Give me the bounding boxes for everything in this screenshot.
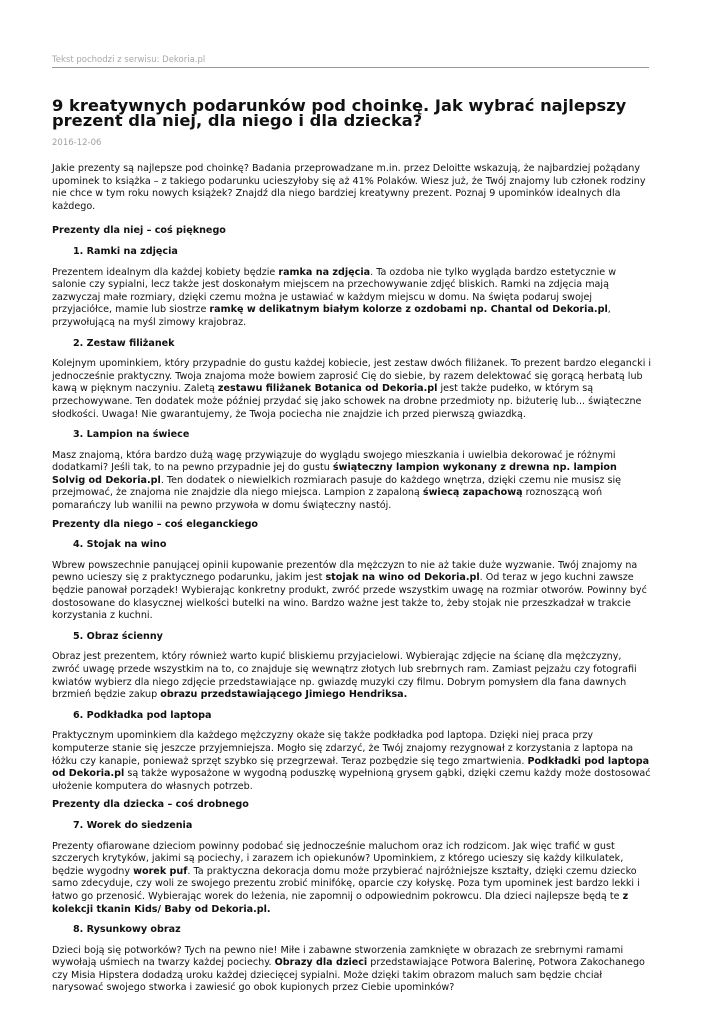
item-heading: 8. Rysunkowy obraz — [73, 924, 181, 936]
product-link[interactable]: z kolekcji tkanin Kids/ Baby od Dekoria.pl. — [52, 890, 629, 915]
product-link[interactable]: stojak na wino od Dekoria.pl — [325, 572, 480, 584]
header-divider — [52, 67, 649, 68]
article-body — [52, 163, 652, 995]
product-link[interactable]: zestawu filiżanek Botanica od Dekoria.pl — [217, 383, 438, 395]
product-link[interactable]: świąteczny lampion wykonany z drewna np. lampion Solvig od Dekoria.pl — [52, 462, 617, 486]
item-paragraph: Praktycznym upominkiem dla każdego mężczyzny okaże się także podkładka pod laptopa. Dzięki niej praca przy komputerze stanie się jeszcze przyjemniejsza. Mogło się zdarzyć, że Twój znajomy rezygnował z korzystania z laptopa na łóżku czy kanapie, ponieważ sprzęt szybko się przegrzewał. Teraz pozbędzie się tego zmartwienia. Podkładki pod laptopa od Dekoria.pl są także wyposażone w wygodną poduszkę wypełnioną grysem gąbki, dzięki czemu każdy może dostosować ułożenie komputera do własnych potrzeb. — [52, 730, 651, 792]
source-note: Tekst pochodzi z serwisu: Dekoria.pl — [52, 55, 206, 65]
item-paragraph: Prezentem idealnym dla każdej kobiety będzie ramka na zdjęcia. Ta ozdoba nie tylko wygląda bardzo estetycznie w salonie czy sypialni, lecz także jest doskonałym miejscem na przechowywanie zdjęć bliskich. Ramki na zdjęcia mają zazwyczaj małe rozmiary, dzięki czemu można je ustawiać w każdym miejscu w domu. Na święta podaruj swojej przyjaciółce, mamie lub siostrze ramkę w delikatnym białym kolorze z ozdobami np. Chantal od Dekoria.pl, przywołującą na myśl zimowy krajobraz. — [52, 266, 617, 328]
item-paragraph: Obraz jest prezentem, który również warto kupić bliskiemu przyjacielowi. Wybierając zdjęcie na ścianę dla mężczyzny, zwróć uwagę przede wszystkim na to, co znajduje się wewnątrz złotych lub srebrnych ram. Zamiast pejzażu czy fotografii kwiatów wybierz dla niego zdjęcie przedstawiające np. gwiazdę muzyki czy filmu. Dobrym pomysłem dla fana dawnych brzmień będzie zakup obrazu przedstawiającego Jimiego Hendriksa. — [52, 651, 637, 701]
product-link[interactable]: ramkę w delikatnym białym kolorze z ozdobami np. Chantal od Dekoria.pl — [209, 304, 608, 316]
product-link[interactable]: świecą zapachową — [422, 487, 523, 499]
product-link[interactable]: ramka na zdjęcia — [278, 266, 371, 278]
product-link[interactable]: worek puf — [133, 865, 188, 877]
item-paragraph: Wbrew powszechnie panującej opinii kupowanie prezentów dla mężczyzn to nie aż takie duże wyzwanie. Twój znajomy na pewno ucieszy się z praktycznego podarunku, jakim jest stojak na wino od Dekoria.pl. Od teraz w jego kuchni zawsze będzie panował porządek! Wybierając konkretny produkt, zwróć przede wszystkim uwagę na rozmiar otworów. Powinny być dostosowane do klasycznej wielkości butelki na wino. Bardzo ważne jest także to, żeby stojak nie przeszkadzał w trakcie korzystania z kuchni. — [52, 559, 647, 622]
item-heading: 4. Stojak na wino — [73, 539, 167, 551]
item-paragraph: Kolejnym upominkiem, który przypadnie do gustu każdej kobiecie, jest zestaw dwóch filiżanek. To prezent bardzo elegancki i jednocześnie praktyczny. Twoja znajoma może bowiem zaprosić Cię do siebie, by razem delektować się gorącą herbatą lub kawą w pięknym naczyniu. Zaletą zestawu filiżanek Botanica od Dekoria.pl jest także pudełko, w którym są przechowywane. Ten dodatek może później przydać się jako schowek na drobne przedmioty np. biżuterię lub... świąteczne słodkości. Uwaga! Nie gwarantujemy, że Twoja pociecha nie znajdzie ich przed pierwszą gwiazdką. — [52, 358, 652, 420]
item-heading: 7. Worek do siedzenia — [73, 819, 193, 831]
intro-paragraph: Jakie prezenty są najlepsze pod choinkę? Badania przeprowadzane m.in. przez Deloitte wskazują, że najbardziej pożądany upominek to książka – z takiego podarunku ucieszyłoby się aż 41% Polaków. Wiesz już, że Twój znajomy lub członek rodziny nie chce w tym roku nowych książek? Znajdź dla niego bardziej kreatywny prezent. Poznaj 9 upominków idealnych dla każdego. — [52, 163, 646, 212]
item-heading: 2. Zestaw filiżanek — [73, 337, 175, 349]
product-link[interactable]: Podkładki pod laptopa od Dekoria.pl — [52, 755, 650, 780]
section-heading-her: Prezenty dla niej – coś pięknego — [52, 225, 226, 237]
item-paragraph: Dzieci boją się potworków? Tych na pewno nie! Miłe i zabawne stworzenia zamknięte w obrazach ze srebrnymi ramami wywołają uśmiech na twarzy każdej pociechy. Obrazy dla dzieci przedstawiające Potwora Balerinę, Potwora Zakochanego czy Misia Hipstera dodadzą uroku każdej dziecięcej sypialni. Może dzięki takim obrazom maluch sam będzie chciał narysować swojego stworka i zawiesić go obok kupionych przez Ciebie upominków? — [52, 944, 645, 994]
item-heading: 3. Lampion na świece — [73, 429, 190, 441]
section-heading-kids: Prezenty dla dziecka – coś drobnego — [52, 799, 249, 811]
product-link[interactable]: Obrazy dla dzieci — [274, 957, 368, 969]
section-heading-him: Prezenty dla niego – coś eleganckiego — [52, 518, 259, 530]
item-heading: 1. Ramki na zdjęcia — [73, 245, 178, 257]
article-title: 9 kreatywnych podarunków pod choinkę. Jak wybrać najlepszy prezent dla niej, dla niego i dla dziecka? — [52, 96, 627, 130]
item-paragraph: Masz znajomą, która bardzo dużą wagę przywiązuje do wyglądu swojego mieszkania i uwielbia dekorować je różnymi dodatkami? Jeśli tak, to na pewno przypadnie jej do gustu świąteczny lampion wykonany z drewna np. lampion Solvig od Dekoria.pl. Ten dodatek o niewielkich rozmiarach pasuje do każdego wnętrza, dzięki czemu nie musisz się przejmować, że znajoma nie znajdzie dla niego miejsca. Lampion z zapaloną świecą zapachową roznoszącą woń pomarańczy lub wanilii na pewno przywoła w domu świąteczny nastój. — [52, 449, 622, 512]
item-paragraph: Prezenty ofiarowane dzieciom powinny podobać się jednocześnie maluchom oraz ich rodzicom. Jak więc trafić w gust szczerych krytyków, jakimi są pociechy, i zarazem ich opiekunów? Upominkiem, z którego ucieszy się każdy kilkulatek, będzie wygodny worek puf. Ta praktyczna dekoracja domu może przybierać najróżniejsze kształty, dzięki czemu dziecko samo zdecyduje, czy woli ze swojego prezentu zrobić minifókę, oparcie czy kołyskę. Poza tym upominek jest bardzo lekki i łatwo go przenosić. Wybierając worek do leżenia, nie zapomnij o odpowiednim pokrowcu. Dla dzieci najlepsze będą te z kolekcji tkanin Kids/ Baby od Dekoria.pl. — [52, 840, 640, 915]
item-heading: 5. Obraz ścienny — [73, 630, 163, 642]
article-date: 2016-12-06 — [52, 138, 102, 148]
product-link[interactable]: obrazu przedstawiającego Jimiego Hendriksa. — [160, 689, 408, 701]
item-heading: 6. Podkładka pod laptopa — [73, 709, 212, 721]
